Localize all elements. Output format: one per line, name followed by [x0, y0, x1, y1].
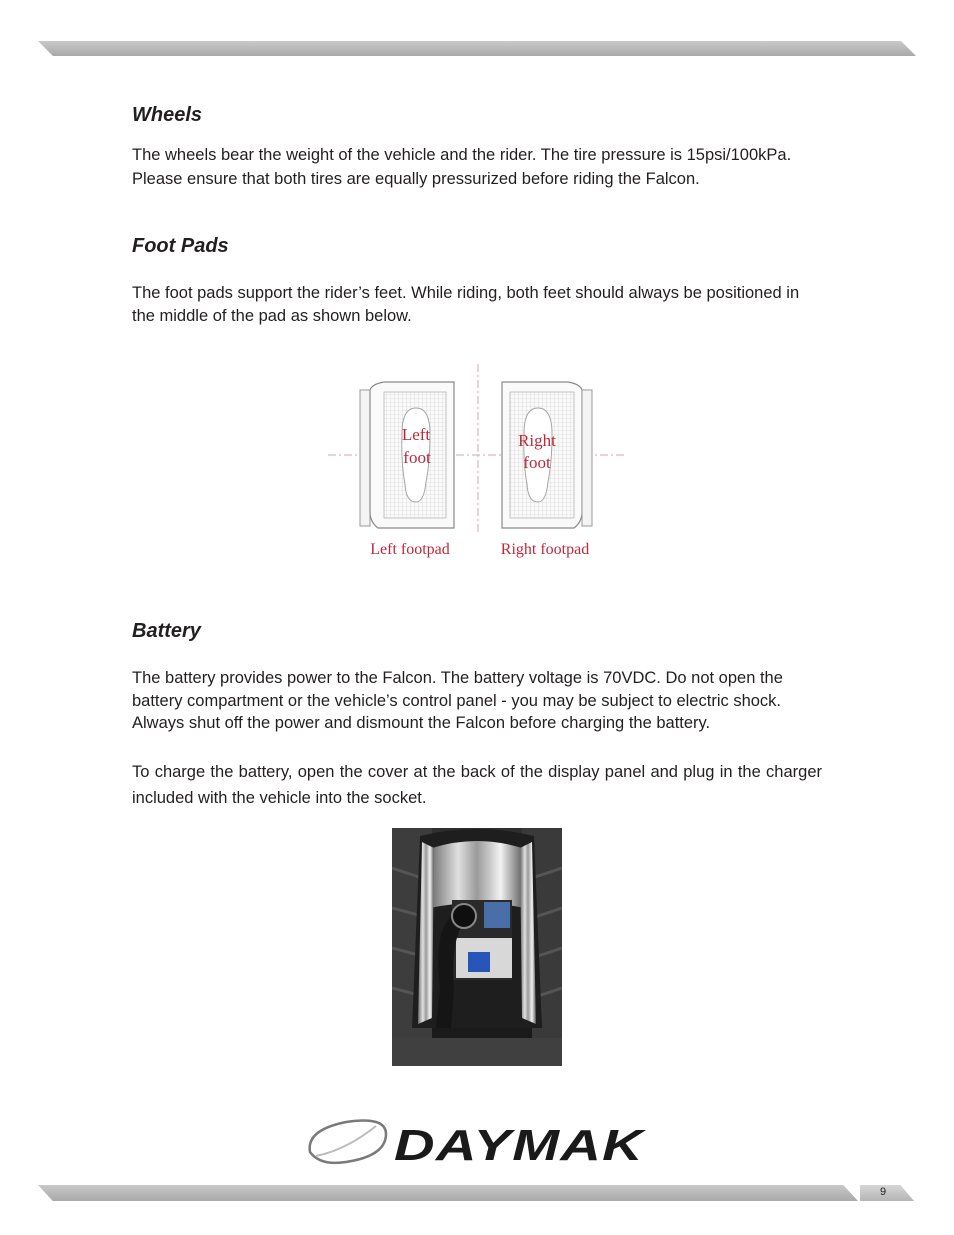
- battery-text: The battery provides power to the Falcon. The battery voltage is 70VDC. Do not open the battery compartment or the vehicle’s control panel - you may be subject to electric shock. Always shut off the power and dismount the Falcon before charging the battery.: [132, 669, 783, 732]
- wheels-text-line2: Please ensure that both tires are equally pressurized before riding the Falcon.: [132, 170, 700, 188]
- right-foot-label-line1: Right: [518, 431, 556, 450]
- page-number-box: [860, 1185, 914, 1201]
- page-number: 9: [880, 1186, 887, 1198]
- left-foot-label-line1: Left: [401, 425, 431, 444]
- right-footpad-caption: Right footpad: [500, 541, 590, 558]
- wheels-text: [132, 143, 822, 191]
- battery-heading: Battery: [132, 620, 201, 642]
- charging-text: To charge the battery, open the cover at the back of the display panel and plug in the charger included with the vehicle into the socket.: [132, 763, 822, 807]
- daymak-logo-text: DAYMAK: [394, 1121, 647, 1168]
- right-footpad: [502, 382, 592, 528]
- footer-bar: [38, 1185, 858, 1201]
- left-foot-label-line2: foot: [403, 448, 431, 467]
- left-footpad: [360, 382, 454, 528]
- wheels-text-line1: The wheels bear the weight of the vehicle and the rider. The tire pressure is 15psi/100kPa.: [132, 146, 792, 164]
- foot-pads-text: The foot pads support the rider’s feet. While riding, both feet should always be positioned in the middle of the pad as shown below.: [132, 284, 800, 325]
- charging-socket-photo: [392, 828, 562, 1066]
- footpad-diagram: [326, 362, 626, 567]
- daymak-logo: [306, 1112, 648, 1168]
- left-footpad-caption: Left footpad: [370, 541, 450, 558]
- header-bar: [38, 41, 916, 56]
- right-foot-label-line2: foot: [523, 453, 551, 472]
- foot-pads-heading: Foot Pads: [132, 235, 229, 257]
- wheels-heading: Wheels: [132, 104, 203, 126]
